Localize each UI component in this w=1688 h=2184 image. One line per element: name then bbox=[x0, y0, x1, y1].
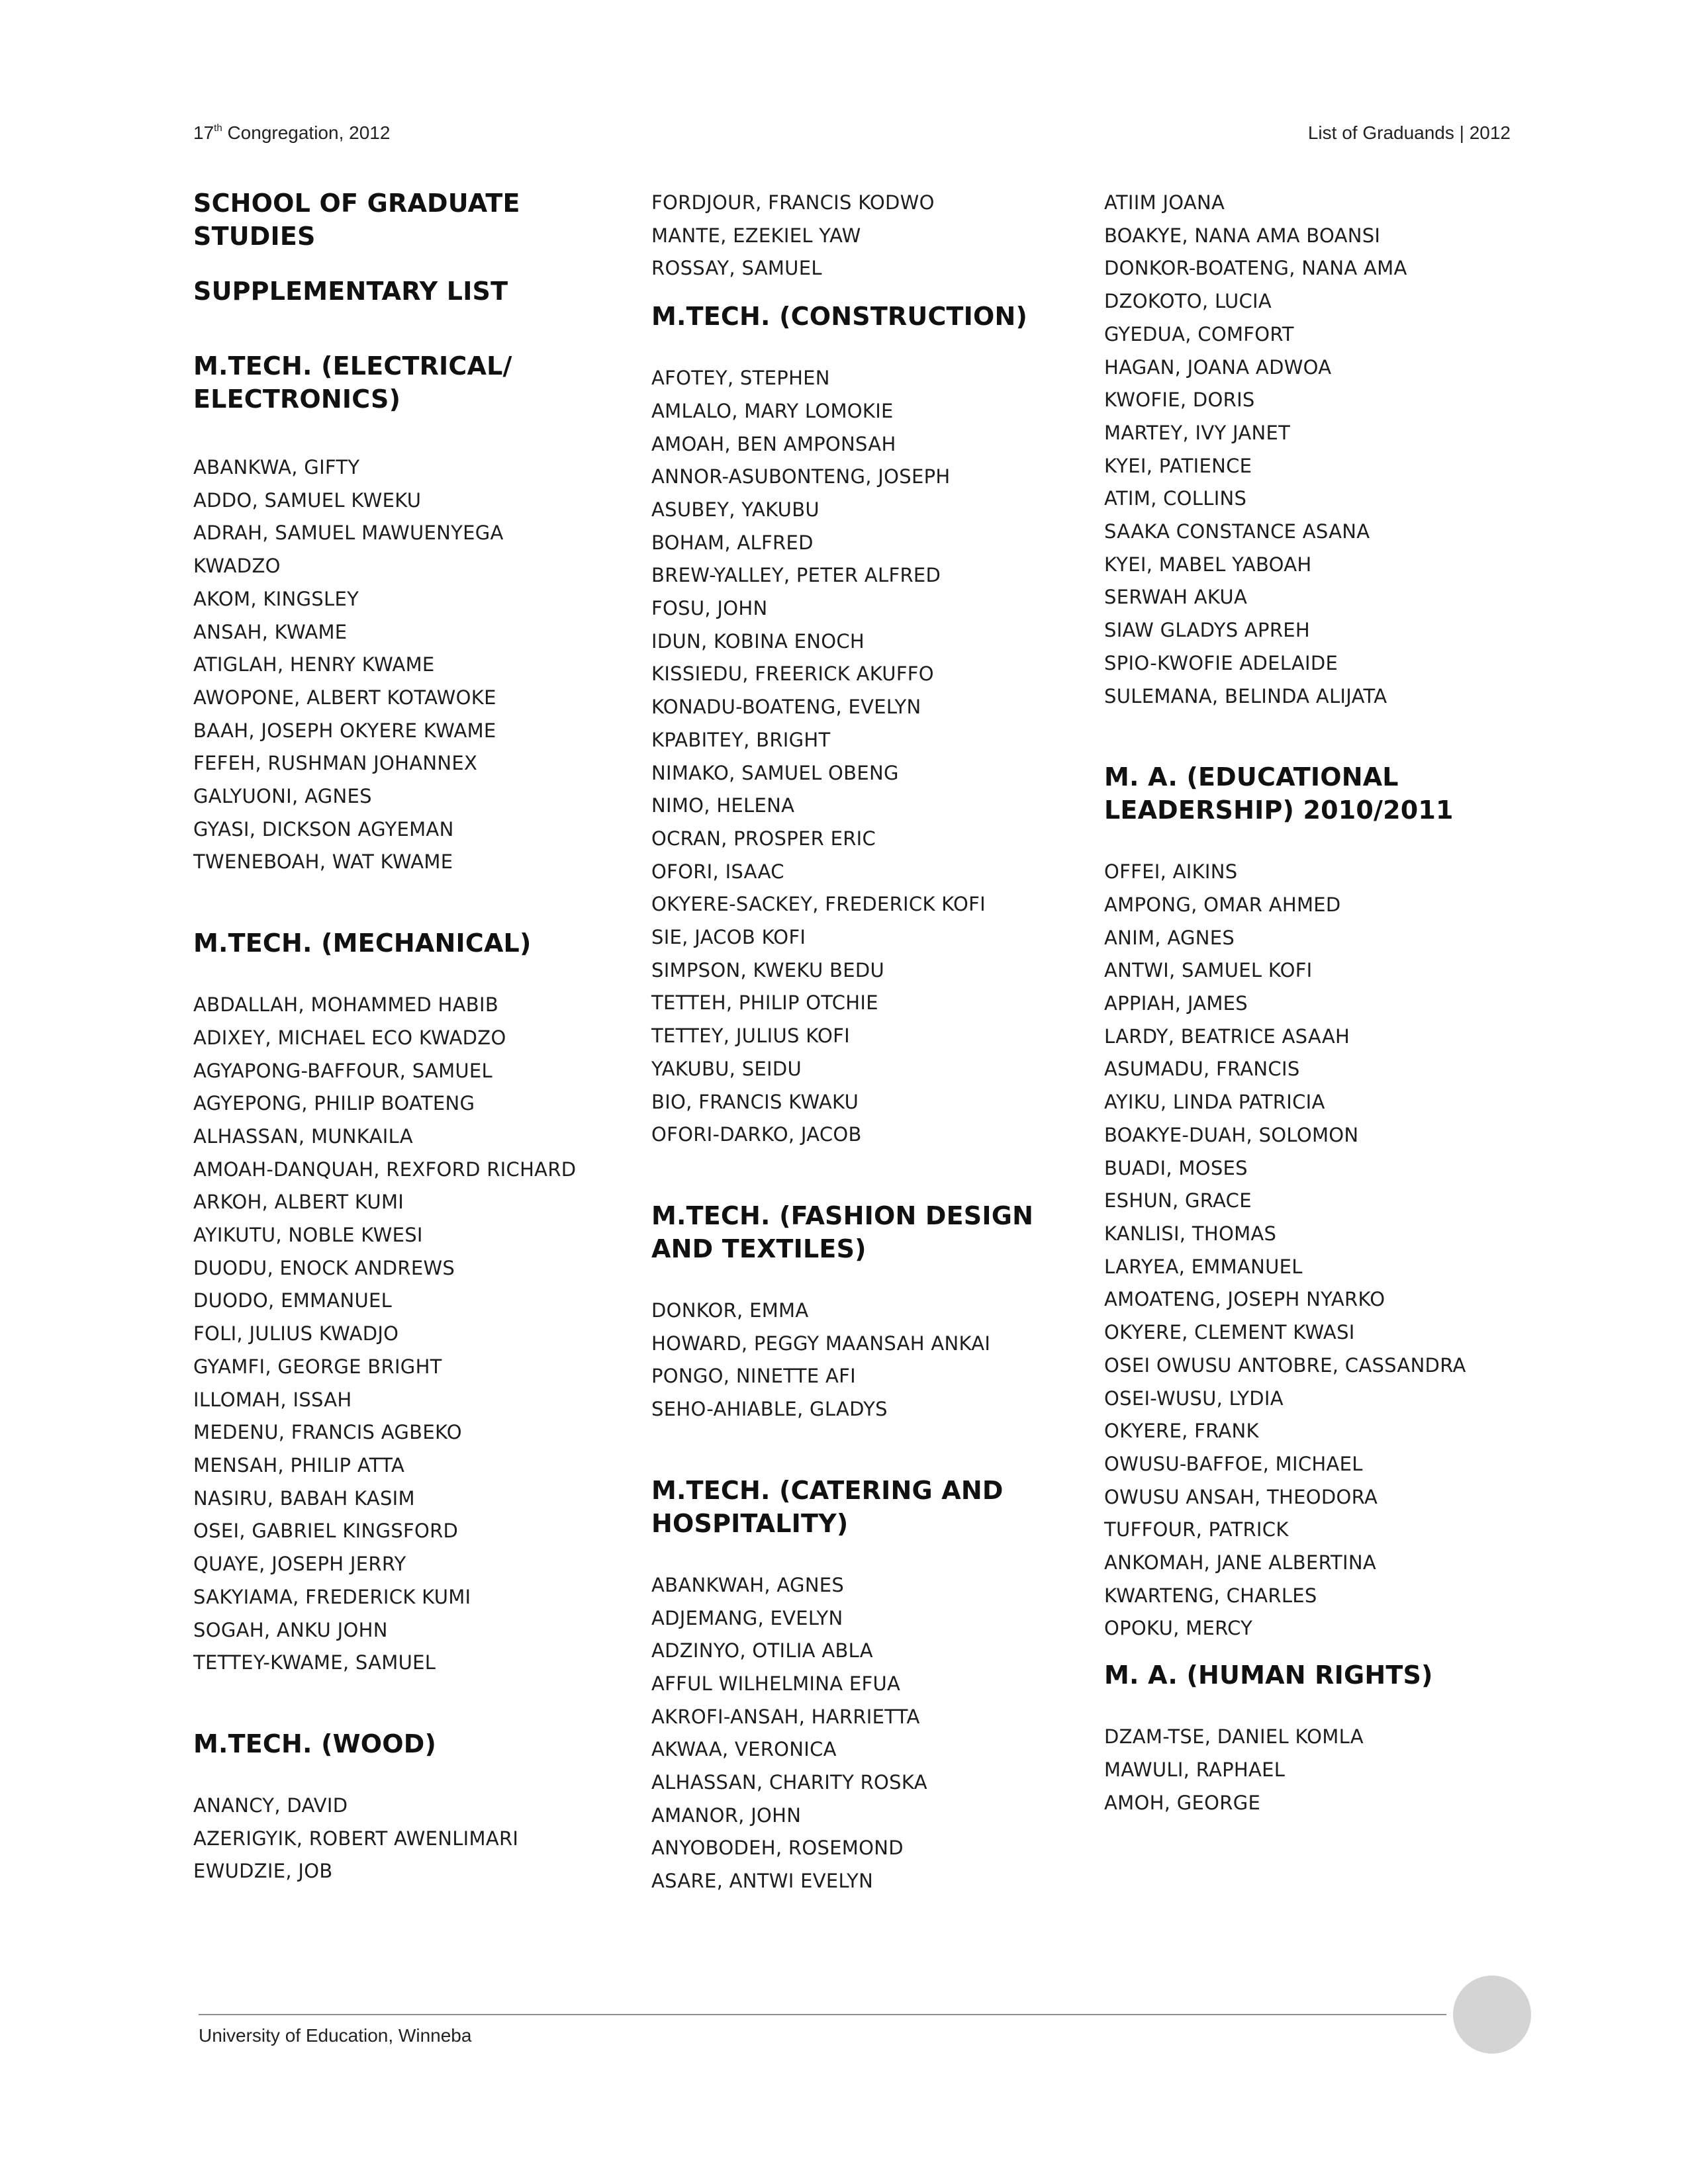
list-item: TWENEBOAH, WAT KWAME bbox=[193, 850, 453, 874]
list-item: SULEMANA, BELINDA ALIJATA bbox=[1104, 684, 1387, 707]
list-item: AZERIGYIK, ROBERT AWENLIMARI bbox=[193, 1827, 519, 1850]
header-congregation: 17th Congregation, 2012 bbox=[193, 122, 391, 143]
list-item: ESHUN, GRACE bbox=[1104, 1189, 1252, 1212]
list-item: MARTEY, IVY JANET bbox=[1104, 421, 1291, 444]
list-item: ANTWI, SAMUEL KOFI bbox=[1104, 959, 1313, 982]
list-item: AMPONG, OMAR AHMED bbox=[1104, 893, 1341, 916]
list-item: AKOM, KINGSLEY bbox=[193, 587, 359, 610]
column-3 bbox=[1104, 187, 1541, 1819]
list-item: ILLOMAH, ISSAH bbox=[193, 1388, 352, 1411]
list-item: AYIKUTU, NOBLE KWESI bbox=[193, 1224, 423, 1247]
list-item: OKYERE, CLEMENT KWASI bbox=[1104, 1321, 1355, 1344]
list-item: TETTEH, PHILIP OTCHIE bbox=[651, 991, 878, 1015]
electrical-names-list bbox=[193, 451, 630, 879]
list-item: AMLALO, MARY LOMOKIE bbox=[651, 399, 894, 422]
list-item: GYEDUA, COMFORT bbox=[1104, 322, 1294, 345]
list-item: ANNOR-ASUBONTENG, JOSEPH bbox=[651, 465, 951, 488]
list-item: SAKYIAMA, FREDERICK KUMI bbox=[193, 1585, 471, 1608]
list-item: FORDJOUR, FRANCIS KODWO bbox=[651, 191, 935, 214]
list-item: OCRAN, PROSPER ERIC bbox=[651, 827, 876, 850]
list-item: OKYERE-SACKEY, FREDERICK KOFI bbox=[651, 893, 986, 916]
section-heading-edleadership-line1: M. A. (EDUCATIONAL bbox=[1104, 762, 1399, 792]
section-heading-electrical-line1: M.TECH. (ELECTRICAL/ bbox=[193, 351, 512, 381]
section-heading-mechanical: M.TECH. (MECHANICAL) bbox=[193, 929, 532, 958]
section-heading-construction: M.TECH. (CONSTRUCTION) bbox=[651, 302, 1028, 332]
section-heading-electrical-line2: ELECTRONICS) bbox=[193, 385, 401, 414]
list-item: ATIIM JOANA bbox=[1104, 191, 1225, 214]
list-item: MANTE, EZEKIEL YAW bbox=[651, 224, 861, 247]
list-item: EWUDZIE, JOB bbox=[193, 1860, 333, 1883]
wood-names-list bbox=[193, 1790, 630, 1888]
list-item: DZOKOTO, LUCIA bbox=[1104, 290, 1272, 313]
edleadership-names-list bbox=[1104, 856, 1541, 1645]
list-item: MAWULI, RAPHAEL bbox=[1104, 1758, 1286, 1781]
list-item: OFORI, ISAAC bbox=[651, 860, 784, 883]
list-item: KWOFIE, DORIS bbox=[1104, 388, 1255, 412]
list-item: ADIXEY, MICHAEL ECO KWADZO bbox=[193, 1026, 506, 1049]
list-item: SIMPSON, KWEKU BEDU bbox=[651, 958, 884, 981]
list-item: OWUSU-BAFFOE, MICHAEL bbox=[1104, 1452, 1363, 1475]
list-item: OFFEI, AIKINS bbox=[1104, 860, 1238, 884]
list-item: OSEI, GABRIEL KINGSFORD bbox=[193, 1520, 459, 1543]
list-item: ASARE, ANTWI EVELYN bbox=[651, 1870, 874, 1893]
list-item: ABDALLAH, MOHAMMED HABIB bbox=[193, 993, 499, 1017]
list-item: BOHAM, ALFRED bbox=[651, 531, 814, 554]
list-item: SEHO-AHIABLE, GLADYS bbox=[651, 1398, 888, 1421]
list-item: HAGAN, JOANA ADWOA bbox=[1104, 355, 1332, 379]
list-item: AGYAPONG-BAFFOUR, SAMUEL bbox=[193, 1059, 493, 1082]
section-heading-wood: M.TECH. (WOOD) bbox=[193, 1729, 437, 1758]
list-item: ANANCY, DAVID bbox=[193, 1794, 348, 1817]
list-item: BIO, FRANCIS KWAKU bbox=[651, 1090, 859, 1113]
list-item: NIMO, HELENA bbox=[651, 794, 795, 817]
list-item: AMOATENG, JOSEPH NYARKO bbox=[1104, 1288, 1385, 1311]
list-item: SIAW GLADYS APREH bbox=[1104, 619, 1311, 642]
list-item: SOGAH, ANKU JOHN bbox=[193, 1618, 388, 1641]
list-item: DONKOR, EMMA bbox=[651, 1298, 809, 1322]
section-heading-edleadership-line2: LEADERSHIP) 2010/2011 bbox=[1104, 796, 1454, 825]
list-item: ANKOMAH, JANE ALBERTINA bbox=[1104, 1551, 1376, 1574]
list-item: AWOPONE, ALBERT KOTAWOKE bbox=[193, 686, 496, 709]
list-item: SIE, JACOB KOFI bbox=[651, 926, 806, 949]
list-item: GYAMFI, GEORGE BRIGHT bbox=[193, 1355, 442, 1378]
list-item: FOSU, JOHN bbox=[651, 597, 768, 620]
list-item: ABANKWA, GIFTY bbox=[193, 456, 360, 478]
list-item: KISSIEDU, FREERICK AKUFFO bbox=[651, 662, 934, 686]
list-item: NIMAKO, SAMUEL OBENG bbox=[651, 761, 899, 784]
list-item: OWUSU ANSAH, THEODORA bbox=[1104, 1485, 1378, 1508]
section-heading-catering-line2: HOSPITALITY) bbox=[651, 1508, 849, 1538]
list-item: MEDENU, FRANCIS AGBEKO bbox=[193, 1421, 462, 1444]
list-item: DUODU, ENOCK ANDREWS bbox=[193, 1256, 455, 1279]
section-heading-humanrights: M. A. (HUMAN RIGHTS) bbox=[1104, 1661, 1433, 1690]
list-item: BUADI, MOSES bbox=[1104, 1156, 1248, 1179]
list-item: KYEI, PATIENCE bbox=[1104, 454, 1252, 477]
mechanical-names-list bbox=[193, 989, 630, 1680]
list-item: GYASI, DICKSON AGYEMAN bbox=[193, 817, 454, 841]
list-item: BOAKYE, NANA AMA BOANSI bbox=[1104, 224, 1381, 247]
list-item: LARDY, BEATRICE ASAAH bbox=[1104, 1024, 1350, 1048]
list-item: ADDO, SAMUEL KWEKU bbox=[193, 488, 422, 512]
list-item: SAAKA CONSTANCE ASANA bbox=[1104, 520, 1370, 543]
list-item: ABANKWAH, AGNES bbox=[651, 1573, 845, 1596]
construction-names-list bbox=[651, 362, 1088, 1152]
list-item: AMOH, GEORGE bbox=[1104, 1791, 1261, 1814]
list-item: ASUMADU, FRANCIS bbox=[1104, 1058, 1300, 1081]
wood-continued-list bbox=[651, 187, 1088, 285]
school-title-line2: STUDIES bbox=[193, 222, 316, 251]
list-item: YAKUBU, SEIDU bbox=[651, 1057, 802, 1080]
list-item: AMOAH, BEN AMPONSAH bbox=[651, 432, 896, 455]
footer-university: University of Education, Winneba bbox=[199, 2025, 472, 2046]
list-item: ALHASSAN, MUNKAILA bbox=[193, 1124, 413, 1148]
list-item: NASIRU, BABAH KASIM bbox=[193, 1486, 415, 1510]
footer-divider bbox=[199, 2014, 1446, 2015]
list-item: SPIO-KWOFIE ADELAIDE bbox=[1104, 651, 1338, 674]
list-item: TETTEY-KWAME, SAMUEL bbox=[193, 1651, 436, 1674]
humanrights-names-list bbox=[1104, 1721, 1541, 1819]
list-item: ATIM, COLLINS bbox=[1104, 487, 1247, 510]
list-item: IDUN, KOBINA ENOCH bbox=[651, 629, 865, 653]
list-item: KWADZO bbox=[193, 555, 281, 578]
list-item: ARKOH, ALBERT KUMI bbox=[193, 1191, 404, 1214]
list-item: AKWAA, VERONICA bbox=[651, 1738, 837, 1761]
list-item: ATIGLAH, HENRY KWAME bbox=[193, 653, 435, 676]
list-item: APPIAH, JAMES bbox=[1104, 992, 1248, 1015]
list-item: KANLISI, THOMAS bbox=[1104, 1222, 1277, 1245]
list-item: KWARTENG, CHARLES bbox=[1104, 1584, 1317, 1607]
school-title-line1: SCHOOL OF GRADUATE bbox=[193, 189, 520, 218]
list-item: AMANOR, JOHN bbox=[651, 1803, 802, 1827]
list-item: AFFUL WILHELMINA EFUA bbox=[651, 1672, 901, 1695]
list-item: AYIKU, LINDA PATRICIA bbox=[1104, 1091, 1325, 1114]
list-item: ASUBEY, YAKUBU bbox=[651, 498, 820, 521]
list-item: HOWARD, PEGGY MAANSAH ANKAI bbox=[651, 1332, 991, 1355]
list-item: AGYEPONG, PHILIP BOATENG bbox=[193, 1092, 475, 1115]
list-item: ANIM, AGNES bbox=[1104, 926, 1235, 949]
list-item: OFORI-DARKO, JACOB bbox=[651, 1123, 862, 1146]
list-item: AFOTEY, STEPHEN bbox=[651, 367, 830, 390]
list-item: OSEI OWUSU ANTOBRE, CASSANDRA bbox=[1104, 1353, 1466, 1377]
list-item: OKYERE, FRANK bbox=[1104, 1420, 1259, 1443]
list-item: AKROFI-ANSAH, HARRIETTA bbox=[651, 1705, 920, 1728]
list-item: AMOAH-DANQUAH, REXFORD RICHARD bbox=[193, 1158, 577, 1181]
catering-names-list bbox=[651, 1569, 1088, 1898]
section-heading-fashion-line1: M.TECH. (FASHION DESIGN bbox=[651, 1201, 1034, 1230]
list-item: BOAKYE-DUAH, SOLOMON bbox=[1104, 1123, 1359, 1146]
list-item: FOLI, JULIUS KWADJO bbox=[193, 1322, 399, 1345]
list-item: BAAH, JOSEPH OKYERE KWAME bbox=[193, 719, 496, 742]
list-item: ADJEMANG, EVELYN bbox=[651, 1606, 843, 1629]
list-item: GALYUONI, AGNES bbox=[193, 785, 372, 808]
list-item: TUFFOUR, PATRICK bbox=[1104, 1518, 1289, 1541]
list-item: BREW-YALLEY, PETER ALFRED bbox=[651, 564, 941, 587]
list-item: KYEI, MABEL YABOAH bbox=[1104, 553, 1312, 576]
list-item: FEFEH, RUSHMAN JOHANNEX bbox=[193, 752, 478, 775]
section-heading-catering-line1: M.TECH. (CATERING AND bbox=[651, 1475, 1004, 1505]
fashion-names-list bbox=[651, 1295, 1088, 1426]
list-item: QUAYE, JOSEPH JERRY bbox=[193, 1553, 406, 1576]
page-header bbox=[193, 122, 1511, 149]
list-item: DONKOR-BOATENG, NANA AMA bbox=[1104, 257, 1407, 280]
list-item: ADRAH, SAMUEL MAWUENYEGA bbox=[193, 522, 504, 545]
column-1 bbox=[193, 187, 630, 1888]
list-item: OPOKU, MERCY bbox=[1104, 1617, 1253, 1640]
page-number-circle bbox=[1453, 1976, 1531, 2054]
list-item: ADZINYO, OTILIA ABLA bbox=[651, 1639, 873, 1662]
list-item: MENSAH, PHILIP ATTA bbox=[193, 1453, 405, 1477]
list-item: LARYEA, EMMANUEL bbox=[1104, 1255, 1303, 1278]
supplementary-title: SUPPLEMENTARY LIST bbox=[193, 277, 508, 306]
list-item: ROSSAY, SAMUEL bbox=[651, 257, 822, 280]
list-item: DUODO, EMMANUEL bbox=[193, 1289, 393, 1312]
catering-continued-list bbox=[1104, 187, 1541, 713]
list-item: OSEI-WUSU, LYDIA bbox=[1104, 1387, 1284, 1410]
list-item: ANSAH, KWAME bbox=[193, 620, 348, 643]
list-item: KONADU-BOATENG, EVELYN bbox=[651, 696, 921, 719]
list-item: TETTEY, JULIUS KOFI bbox=[651, 1024, 850, 1048]
list-item: DZAM-TSE, DANIEL KOMLA bbox=[1104, 1725, 1364, 1749]
list-item: ALHASSAN, CHARITY ROSKA bbox=[651, 1771, 927, 1794]
list-item: PONGO, NINETTE AFI bbox=[651, 1365, 856, 1388]
list-item: SERWAH AKUA bbox=[1104, 586, 1248, 609]
list-item: KPABITEY, BRIGHT bbox=[651, 728, 831, 751]
header-list-title: List of Graduands | 2012 bbox=[1307, 122, 1511, 143]
list-item: ANYOBODEH, ROSEMOND bbox=[651, 1837, 904, 1860]
section-heading-fashion-line2: AND TEXTILES) bbox=[651, 1234, 867, 1263]
column-2 bbox=[651, 187, 1088, 1898]
